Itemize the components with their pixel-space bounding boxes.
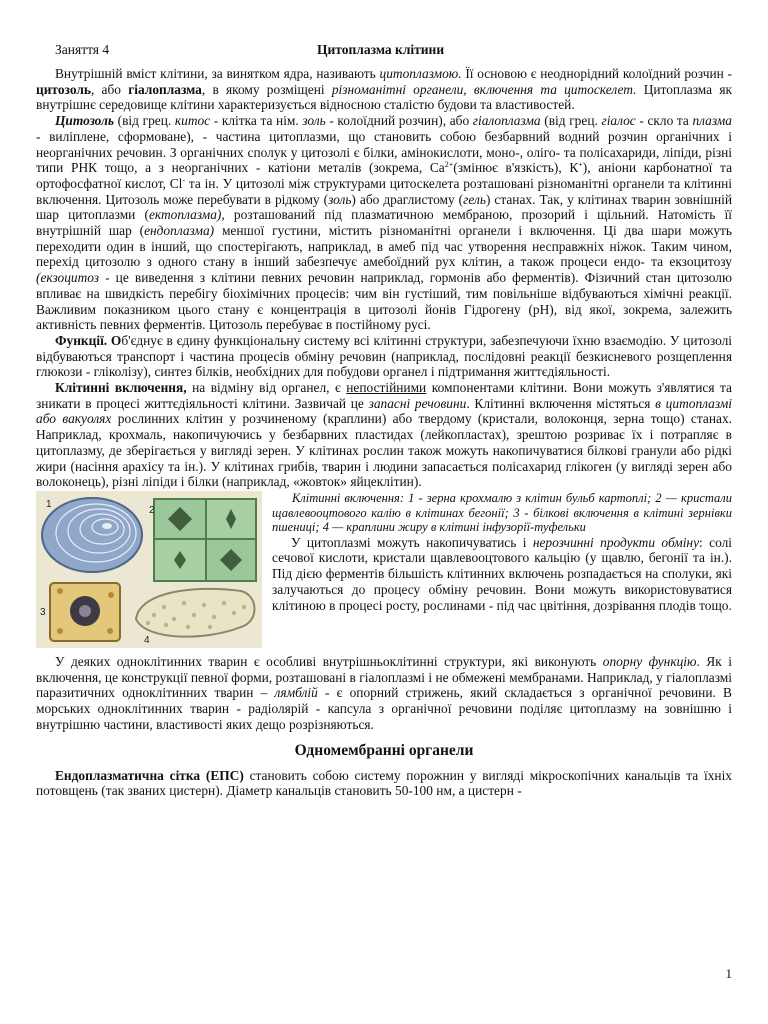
paragraph-intro: Внутрішній вміст клітини, за винятком ядра, називають цитоплазмою. Її основою є неоднорідний колоїдний розчин - цитозоль, або гіалоплазма, в якому розміщені різноманітні органели, включення та цитоскелет. Цитоплазма як внутрішнє середовище клітини характеризується відносною сталістю будови та властивостей. <box>36 66 733 113</box>
paragraph-functions: Функції. Об'єднує в єдину функціональну систему всі клітинні структури, забезпечуючи їхню взаємодію. У цитозолі відбуваються транспорт і частина процесів обміну речовин (наприклад, послідовні реакції безкисневого розщеплення глюкози - гліколізу), синтез білків, необхідних для побудови органел і підтримання життєдіяльності. <box>36 332 732 380</box>
cell-inclusions-figure <box>36 491 262 648</box>
svg-text:2: 2 <box>149 504 155 516</box>
paragraph-insoluble-products: У цитоплазмі можуть накопичуватись і нерозчинні продукти обміну: солі сечової кислоти, кристали щавлевооцтового кальцію (у щавлю, бегонії та ін.). Під дією ферментів більшість клітинних включень розпадається на сполуки, які залучаються до процесу обміну речовин. Вони можуть використовуватися клітиною в процесі росту, рослинами - під час цвітіння, дозрівання плодів тощо. <box>272 534 732 613</box>
figure-caption: Клітинні включення: 1 - зерна крохмалю з клітин бульб картоплі; 2 — кристали щавлевооцтового калію в клітинах бегонії; 3 - білкові включення в клітині зернівки пшениці; 4 — краплини жиру в клітині інфузорії-туфельки <box>272 490 732 535</box>
paragraph-er: Ендоплазматична сітка (ЕПС) становить собою систему порожнин у вигляді мікроскопічних канальців та їхніх потовщень (так званих цистерн). Діаметр канальців становить 50-100 нм, а цистерн - <box>36 767 732 799</box>
figure-block <box>36 491 732 654</box>
document-body <box>36 66 732 799</box>
page-title: Цитоплазма клітини <box>317 42 445 57</box>
paragraph-support-structures: У деяких одноклітинних тварин є особливі внутрішньоклітинні структури, які виконують опорну функцію. Як і включення, це конструкції певної форми, розташовані в гіалоплазмі і не обмежені мембранами. Наприклад, у гіалоплазмі паразитичних одноклітинних тварин – лямблій - є опорний стрижень, який складається з органічної речовини. В морських одноклітинних тварин - радіолярій - капсула з органічної речовини поділяє цитоплазму на зовнішню і внутрішню частини, властивості яких дещо розрізняються. <box>36 653 732 732</box>
starch-grain-icon <box>42 498 142 572</box>
figure-side-text <box>272 491 732 613</box>
svg-text:1: 1 <box>46 498 52 510</box>
page-header <box>55 42 713 60</box>
page-number: 1 <box>725 966 732 981</box>
section-heading: Одномембранні органели <box>294 741 474 759</box>
paragraph-inclusions: Клітинні включення, на відміну від органел, є непостійними компонентами клітини. Вони можуть з'являтися та зникати в процесі життєдіяльності клітини. Зазвичай це запасні речовини. Клітинні включення містяться в цитоплазмі або вакуолях рослинних клітин у розчиненому (краплини) або твердому (кристали, волоконця, зерна тощо) станах. Наприклад, крохмаль, накопичуючись у безбарвних пластидах (лейкопластах), зрештою розриває їх і потрапляє в цитоплазму, де зберігається у вигляді зерен. У клітинах рослин також можуть накопичуватися білкові гранули або рідкі жири (насіння арахісу та ін.). У клітинах грибів, тварин і людини запасається полісахарид глікоген (у вигляді зерен або волоконець), різні ліпіди і білки (наприклад, «жовток» яйцеклітин). <box>36 380 733 490</box>
svg-text:4: 4 <box>144 634 150 646</box>
lesson-label: Заняття 4 <box>55 42 110 57</box>
protein-inclusion-icon <box>50 583 120 641</box>
crystal-cells-icon <box>154 499 256 581</box>
paragraph-cytosol: Цитозоль (від грец. китос - клітка та нім. золь - колоїдний розчин), або гіалоплазма (від грец. гіалос - скло та плазма - виліплене, сформоване), - частина цитоплазми, що становить собою безбарвний водний розчин органічних і неорганічних речовин. З органічних сполук у цитозолі є білки, амінокислоти, моно-, оліго- та полісахариди, ліпіди, різні типи РНК тощо, а з неорганічних - катіони металів (зокрема, $Са^{2+}(змінює$ в'язкість), К+), аніони карбонатної та ортофосфатної кислот, Сl- та ін. У цитозолі між структурами цитоскелета розташовані різноманітні органели та клітинні включення. Цитозоль може перебувати в рідкому (золь) або драглистому (гель) станах. Так, у клітинах тварин зовнішній шар цитоплазми (ектоплазма), розташований під плазматичною мембраною, прозорий і щільний. Натомість її внутрішній шар (ендоплазма) меншої густини, містить різноманітні органели і включення. Ці два шари можуть переходити один в інший, що спостерігають, наприклад, в амеб під час утворення несправжніх ніжок. Таким чином, перехід цитозолю з одного стану в інший забезпечує амебоїдний рух клітин, а також процеси ендо- та екзоцитозу (екзоцитоз - це виведення з клітини певних речовин наприклад, гормонів або ферментів). Фізичний стан цитозолю впливає на швидкість перебігу біохімічних процесів: чим він густіший, тим повільніше відбуваються хімічні реакції. Важливим показником цього стану є концентрація в цитозолі йонів Гідрогену (рН), від якої, зокрема, залежить активність певних ферментів. Цитозоль перебуває в постійному русі. <box>36 113 733 333</box>
svg-text:3: 3 <box>40 606 46 618</box>
cell-inclusions-icon <box>36 491 262 648</box>
